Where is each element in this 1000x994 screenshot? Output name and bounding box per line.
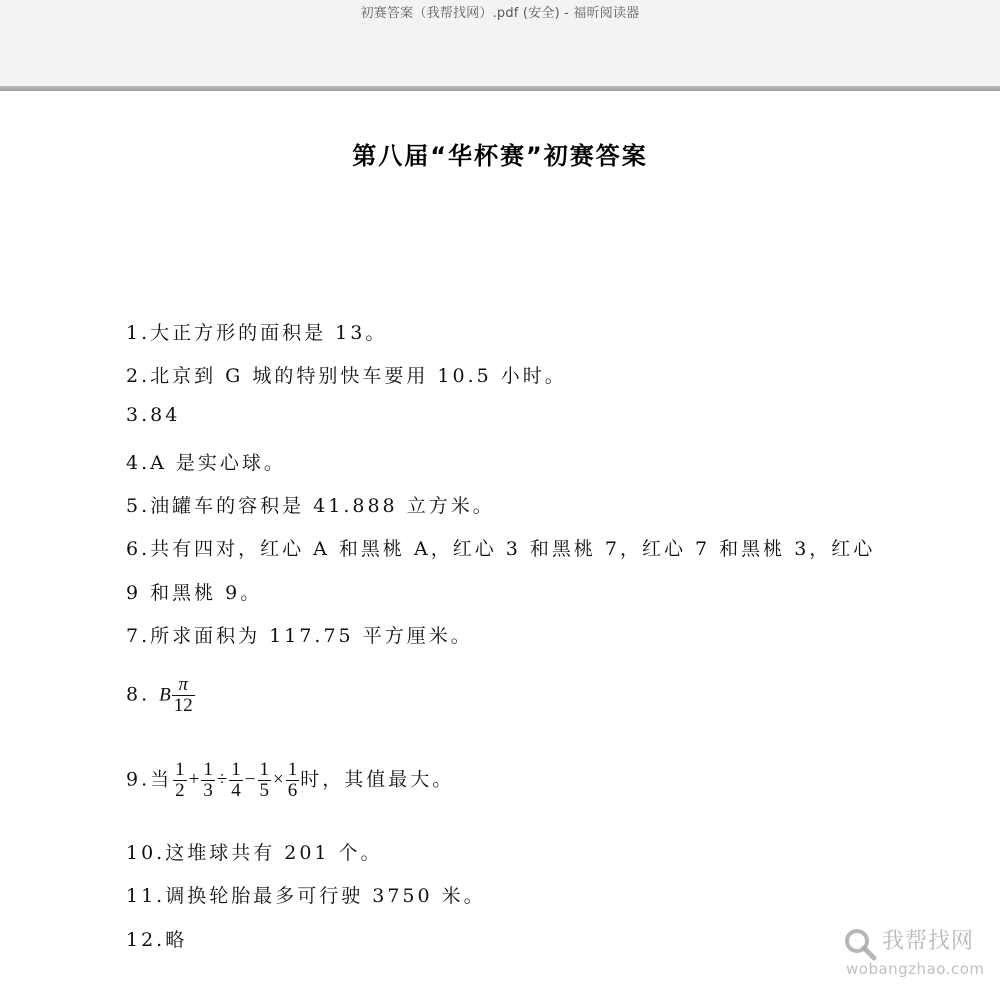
answer-line-7: 7.所求面积为 117.75 平方厘米。 (126, 625, 473, 647)
fraction-denominator: 2 (175, 779, 185, 801)
fraction-numerator: 1 (287, 759, 298, 780)
answer-line-10: 10.这堆球共有 201 个。 (126, 842, 383, 864)
fraction-5 (286, 760, 300, 801)
answer-8-prefix: 8. (126, 683, 160, 706)
answer-9-suffix: 时，其值最大。 (300, 768, 455, 791)
fraction-denominator: 4 (231, 779, 241, 801)
answer-line-5: 5.油罐车的容积是 41.888 立方米。 (126, 495, 495, 517)
answer-line-8 (126, 675, 196, 716)
fraction-2 (201, 760, 215, 801)
multiply-operator: × (273, 769, 284, 791)
answer-line-3: 3.84 (126, 404, 181, 426)
answer-line-12: 12.略 (126, 929, 188, 951)
fraction-denominator: 3 (203, 779, 213, 801)
fraction-numerator: 1 (203, 759, 213, 780)
fraction-4 (258, 760, 272, 801)
divide-operator: ÷ (216, 769, 228, 791)
watermark-text: 我帮找网 (882, 929, 975, 954)
watermark-url: wobangzhao.com (846, 960, 985, 978)
fraction-denominator: 5 (259, 779, 270, 801)
answer-line-4: 4.A 是实心球。 (126, 452, 286, 474)
window-title: 初赛答案（我帮找网）.pdf (安全) - 福昕阅读器 (360, 6, 640, 21)
answer-8-variable: B (159, 684, 171, 706)
answer-line-6: 6.共有四对，红心 A 和黑桃 A，红心 3 和黑桃 7，红心 7 和黑桃 3，红心 (126, 538, 876, 560)
fraction-numerator: 1 (175, 759, 185, 780)
answer-line-6-continued: 9 和黑桃 9。 (126, 582, 263, 604)
fraction-3 (229, 760, 243, 801)
fraction-numerator: π (172, 675, 195, 696)
fraction-denominator: 6 (287, 779, 298, 801)
answer-9-prefix: 9.当 (126, 768, 173, 791)
plus-operator: + (188, 769, 200, 791)
answer-8-fraction (172, 675, 195, 716)
fraction-numerator: 1 (231, 759, 241, 780)
answer-line-2: 2.北京到 G 城的特别快车要用 10.5 小时。 (126, 365, 567, 387)
fraction-numerator: 1 (259, 759, 270, 780)
fraction-denominator: 12 (173, 694, 193, 716)
watermark (842, 924, 992, 984)
document-title: 第八届“华杯赛”初赛答案 (352, 142, 648, 170)
minus-operator: − (244, 769, 256, 791)
answer-line-9 (126, 760, 454, 801)
window-titlebar (0, 0, 1000, 87)
answer-line-1: 1.大正方形的面积是 13。 (126, 322, 388, 344)
fraction-1 (173, 760, 187, 801)
answer-line-11: 11.调换轮胎最多可行驶 3750 米。 (126, 885, 486, 907)
magnifier-icon (842, 926, 878, 962)
